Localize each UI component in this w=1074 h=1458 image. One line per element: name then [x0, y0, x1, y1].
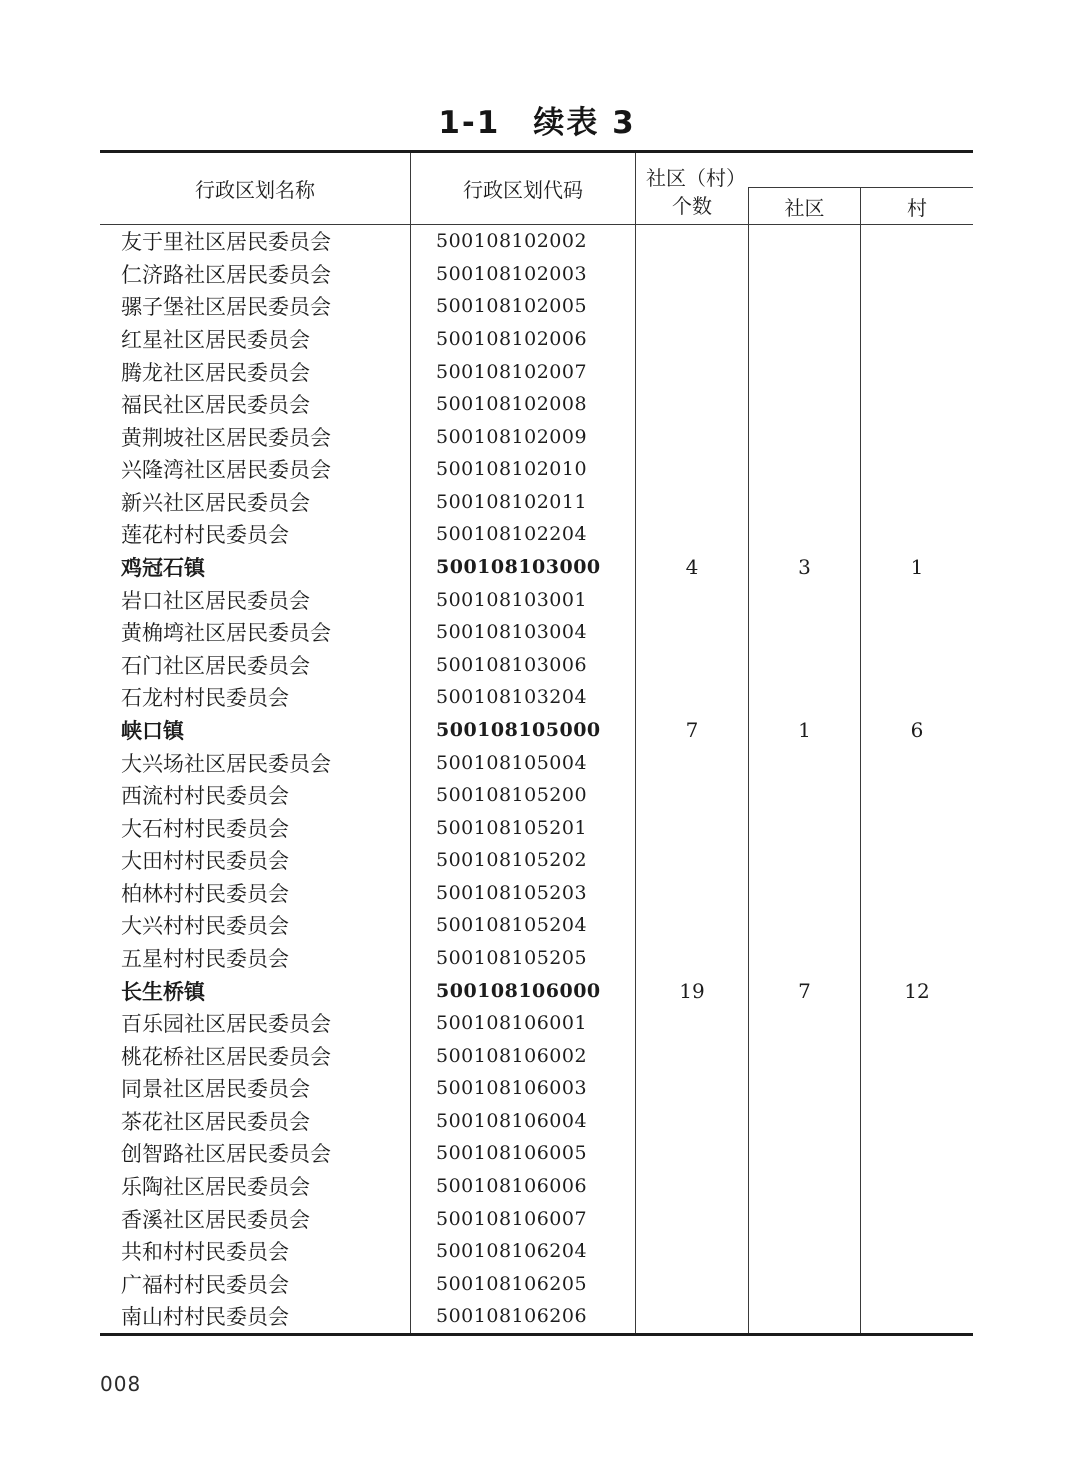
admin-divisions-table	[100, 150, 973, 1336]
cell-community-count	[748, 290, 860, 323]
cell-division-code: 500108102008	[410, 388, 635, 421]
cell-village-count	[860, 909, 973, 942]
table-row	[100, 1007, 973, 1040]
cell-division-code: 500108102011	[410, 486, 635, 519]
column-header-total-line1: 社区（村）	[646, 166, 746, 190]
cell-division-code: 500108105200	[410, 779, 635, 812]
cell-village-count: 6	[860, 714, 973, 747]
cell-community-count	[748, 583, 860, 616]
table-row	[100, 1137, 973, 1170]
cell-total-count	[635, 942, 748, 975]
cell-community-count	[748, 1039, 860, 1072]
cell-community-count: 3	[748, 551, 860, 584]
cell-division-code: 500108102005	[410, 290, 635, 323]
cell-division-name: 石龙村村民委员会	[121, 686, 289, 711]
cell-division-name: 柏林村村民委员会	[121, 881, 289, 906]
page-number: 008	[100, 1372, 142, 1396]
cell-total-count	[635, 290, 748, 323]
cell-community-count	[748, 453, 860, 486]
cell-division-name: 广福村村民委员会	[121, 1272, 289, 1297]
cell-division-code: 500108105004	[410, 746, 635, 779]
cell-village-count	[860, 844, 973, 877]
cell-division-code: 500108106206	[410, 1300, 635, 1333]
cell-village-count	[860, 388, 973, 421]
cell-division-code: 500108103006	[410, 649, 635, 682]
cell-division-name: 黄荆坡社区居民委员会	[121, 425, 331, 450]
table-row	[100, 811, 973, 844]
table-row	[100, 420, 973, 453]
cell-total-count: 7	[635, 714, 748, 747]
cell-village-count	[860, 355, 973, 388]
cell-division-code: 500108105205	[410, 942, 635, 975]
cell-community-count	[748, 779, 860, 812]
column-header-village: 村	[860, 187, 973, 224]
cell-village-count	[860, 1235, 973, 1268]
cell-community-count	[748, 1072, 860, 1105]
cell-total-count	[635, 877, 748, 910]
cell-division-code: 500108103000	[410, 551, 635, 584]
cell-division-code: 500108106204	[410, 1235, 635, 1268]
cell-total-count	[635, 616, 748, 649]
cell-division-code: 500108106000	[410, 974, 635, 1007]
cell-village-count	[860, 258, 973, 291]
cell-division-name: 共和村村民委员会	[121, 1240, 289, 1265]
cell-village-count	[860, 877, 973, 910]
cell-division-code: 500108103004	[410, 616, 635, 649]
cell-community-count: 1	[748, 714, 860, 747]
cell-total-count	[635, 258, 748, 291]
table-row	[100, 355, 973, 388]
cell-division-code: 500108106005	[410, 1137, 635, 1170]
cell-community-count	[748, 518, 860, 551]
cell-division-name: 兴隆湾社区居民委员会	[121, 458, 331, 483]
cell-division-code: 500108105201	[410, 811, 635, 844]
cell-community-count	[748, 844, 860, 877]
cell-community-count	[748, 746, 860, 779]
cell-division-name: 西流村村民委员会	[121, 784, 289, 809]
cell-division-code: 500108102010	[410, 453, 635, 486]
cell-division-name: 大兴场社区居民委员会	[121, 751, 331, 776]
table-row	[100, 1202, 973, 1235]
cell-community-count	[748, 323, 860, 356]
cell-community-count	[748, 1007, 860, 1040]
cell-total-count	[635, 1105, 748, 1138]
cell-total-count	[635, 1170, 748, 1203]
cell-village-count	[860, 616, 973, 649]
cell-division-code: 500108103001	[410, 583, 635, 616]
cell-division-code: 500108106007	[410, 1202, 635, 1235]
table-row	[100, 909, 973, 942]
table-row	[100, 714, 973, 747]
table-row	[100, 1105, 973, 1138]
cell-total-count	[635, 388, 748, 421]
table-row	[100, 453, 973, 486]
table-row	[100, 1072, 973, 1105]
cell-community-count	[748, 1105, 860, 1138]
cell-village-count	[860, 420, 973, 453]
cell-village-count	[860, 1007, 973, 1040]
cell-community-count	[748, 1268, 860, 1301]
cell-division-name: 石门社区居民委员会	[121, 653, 310, 678]
cell-division-code: 500108105202	[410, 844, 635, 877]
cell-total-count	[635, 323, 748, 356]
cell-total-count	[635, 1235, 748, 1268]
cell-division-name: 香溪社区居民委员会	[121, 1207, 310, 1232]
cell-village-count	[860, 225, 973, 258]
cell-division-code: 500108106205	[410, 1268, 635, 1301]
cell-division-name: 长生桥镇	[121, 978, 205, 1004]
cell-division-name: 新兴社区居民委员会	[121, 490, 310, 515]
cell-village-count	[860, 681, 973, 714]
cell-total-count	[635, 355, 748, 388]
cell-community-count	[748, 681, 860, 714]
cell-division-name: 友于里社区居民委员会	[121, 230, 331, 255]
cell-division-name: 百乐园社区居民委员会	[121, 1012, 331, 1037]
cell-division-code: 500108102204	[410, 518, 635, 551]
cell-division-name: 茶花社区居民委员会	[121, 1109, 310, 1134]
table-row	[100, 258, 973, 291]
cell-total-count	[635, 1137, 748, 1170]
cell-village-count	[860, 1072, 973, 1105]
table-row	[100, 388, 973, 421]
cell-community-count	[748, 1235, 860, 1268]
cell-village-count	[860, 453, 973, 486]
cell-community-count	[748, 649, 860, 682]
column-header-name: 行政区划名称	[195, 178, 315, 202]
cell-total-count: 4	[635, 551, 748, 584]
cell-community-count	[748, 909, 860, 942]
cell-division-name: 仁济路社区居民委员会	[121, 262, 331, 287]
cell-division-code: 500108106001	[410, 1007, 635, 1040]
cell-village-count	[860, 583, 973, 616]
cell-division-name: 莲花村村民委员会	[121, 523, 289, 548]
column-header-code: 行政区划代码	[410, 153, 635, 224]
cell-division-code: 500108105203	[410, 877, 635, 910]
cell-total-count	[635, 583, 748, 616]
cell-division-name: 岩口社区居民委员会	[121, 588, 310, 613]
cell-village-count	[860, 323, 973, 356]
cell-village-count	[860, 1137, 973, 1170]
cell-village-count	[860, 811, 973, 844]
table-row	[100, 649, 973, 682]
cell-community-count	[748, 616, 860, 649]
cell-village-count	[860, 779, 973, 812]
cell-total-count	[635, 811, 748, 844]
cell-community-count	[748, 811, 860, 844]
cell-village-count	[860, 1105, 973, 1138]
cell-total-count	[635, 1007, 748, 1040]
cell-division-name: 福民社区居民委员会	[121, 393, 310, 418]
cell-division-code: 500108102009	[410, 420, 635, 453]
cell-total-count	[635, 1072, 748, 1105]
cell-division-name: 桃花桥社区居民委员会	[121, 1044, 331, 1069]
cell-division-name: 南山村村民委员会	[121, 1305, 289, 1330]
cell-community-count	[748, 1300, 860, 1333]
table-row	[100, 877, 973, 910]
cell-community-count: 7	[748, 974, 860, 1007]
table-row	[100, 323, 973, 356]
cell-village-count	[860, 1170, 973, 1203]
cell-community-count	[748, 258, 860, 291]
cell-community-count	[748, 1170, 860, 1203]
cell-community-count	[748, 877, 860, 910]
cell-total-count	[635, 486, 748, 519]
table-row	[100, 583, 973, 616]
table-body	[100, 225, 973, 1333]
cell-total-count	[635, 518, 748, 551]
cell-village-count: 1	[860, 551, 973, 584]
table-row	[100, 1300, 973, 1333]
table-header	[100, 153, 973, 225]
cell-division-code: 500108102003	[410, 258, 635, 291]
cell-total-count	[635, 420, 748, 453]
cell-division-name: 腾龙社区居民委员会	[121, 360, 310, 385]
cell-village-count	[860, 1300, 973, 1333]
page-title: 1-1 续表 3	[438, 105, 636, 141]
cell-community-count	[748, 1137, 860, 1170]
cell-village-count	[860, 746, 973, 779]
cell-division-code: 500108106006	[410, 1170, 635, 1203]
cell-village-count	[860, 1202, 973, 1235]
column-header-community: 社区	[748, 187, 860, 224]
table-row	[100, 1268, 973, 1301]
cell-total-count	[635, 225, 748, 258]
cell-total-count	[635, 746, 748, 779]
table-row	[100, 1039, 973, 1072]
cell-village-count	[860, 1039, 973, 1072]
table-row	[100, 681, 973, 714]
cell-division-name: 骡子堡社区居民委员会	[121, 295, 331, 320]
cell-community-count	[748, 486, 860, 519]
cell-total-count	[635, 909, 748, 942]
cell-division-name: 创智路社区居民委员会	[121, 1142, 331, 1167]
cell-division-code: 500108102007	[410, 355, 635, 388]
cell-division-code: 500108102002	[410, 225, 635, 258]
cell-division-name: 大兴村村民委员会	[121, 914, 289, 939]
cell-total-count: 19	[635, 974, 748, 1007]
cell-community-count	[748, 355, 860, 388]
cell-total-count	[635, 779, 748, 812]
cell-division-code: 500108103204	[410, 681, 635, 714]
cell-village-count	[860, 942, 973, 975]
table-row	[100, 290, 973, 323]
cell-village-count: 12	[860, 974, 973, 1007]
table-row	[100, 518, 973, 551]
cell-division-name: 大石村村民委员会	[121, 816, 289, 841]
cell-division-name: 五星村村民委员会	[121, 947, 289, 971]
column-header-total-line2: 个数	[672, 194, 712, 218]
cell-community-count	[748, 420, 860, 453]
table-row	[100, 942, 973, 975]
cell-division-code: 500108106004	[410, 1105, 635, 1138]
table-row	[100, 844, 973, 877]
cell-village-count	[860, 649, 973, 682]
cell-division-code: 500108102006	[410, 323, 635, 356]
cell-community-count	[748, 1202, 860, 1235]
table-row	[100, 746, 973, 779]
cell-division-name: 大田村村民委员会	[121, 849, 289, 874]
cell-community-count	[748, 225, 860, 258]
table-row	[100, 974, 973, 1007]
cell-total-count	[635, 844, 748, 877]
cell-community-count	[748, 388, 860, 421]
cell-village-count	[860, 486, 973, 519]
cell-division-code: 500108105204	[410, 909, 635, 942]
cell-division-code: 500108106003	[410, 1072, 635, 1105]
cell-village-count	[860, 1268, 973, 1301]
table-row	[100, 486, 973, 519]
table-row	[100, 779, 973, 812]
cell-total-count	[635, 1039, 748, 1072]
cell-division-name: 乐陶社区居民委员会	[121, 1175, 310, 1200]
cell-total-count	[635, 453, 748, 486]
cell-village-count	[860, 518, 973, 551]
cell-total-count	[635, 1202, 748, 1235]
cell-division-code: 500108105000	[410, 714, 635, 747]
table-row	[100, 551, 973, 584]
cell-division-name: 同景社区居民委员会	[121, 1077, 310, 1102]
cell-division-name: 峡口镇	[121, 717, 184, 743]
table-row	[100, 616, 973, 649]
column-header-total-group	[635, 153, 748, 224]
cell-village-count	[860, 290, 973, 323]
cell-division-code: 500108106002	[410, 1039, 635, 1072]
cell-division-name: 黄桷塆社区居民委员会	[121, 621, 331, 646]
cell-division-name: 红星社区居民委员会	[121, 328, 310, 353]
cell-total-count	[635, 649, 748, 682]
cell-total-count	[635, 1300, 748, 1333]
cell-division-name: 鸡冠石镇	[121, 555, 205, 581]
cell-total-count	[635, 681, 748, 714]
table-row	[100, 225, 973, 258]
table-row	[100, 1170, 973, 1203]
table-row	[100, 1235, 973, 1268]
cell-community-count	[748, 942, 860, 975]
cell-total-count	[635, 1268, 748, 1301]
